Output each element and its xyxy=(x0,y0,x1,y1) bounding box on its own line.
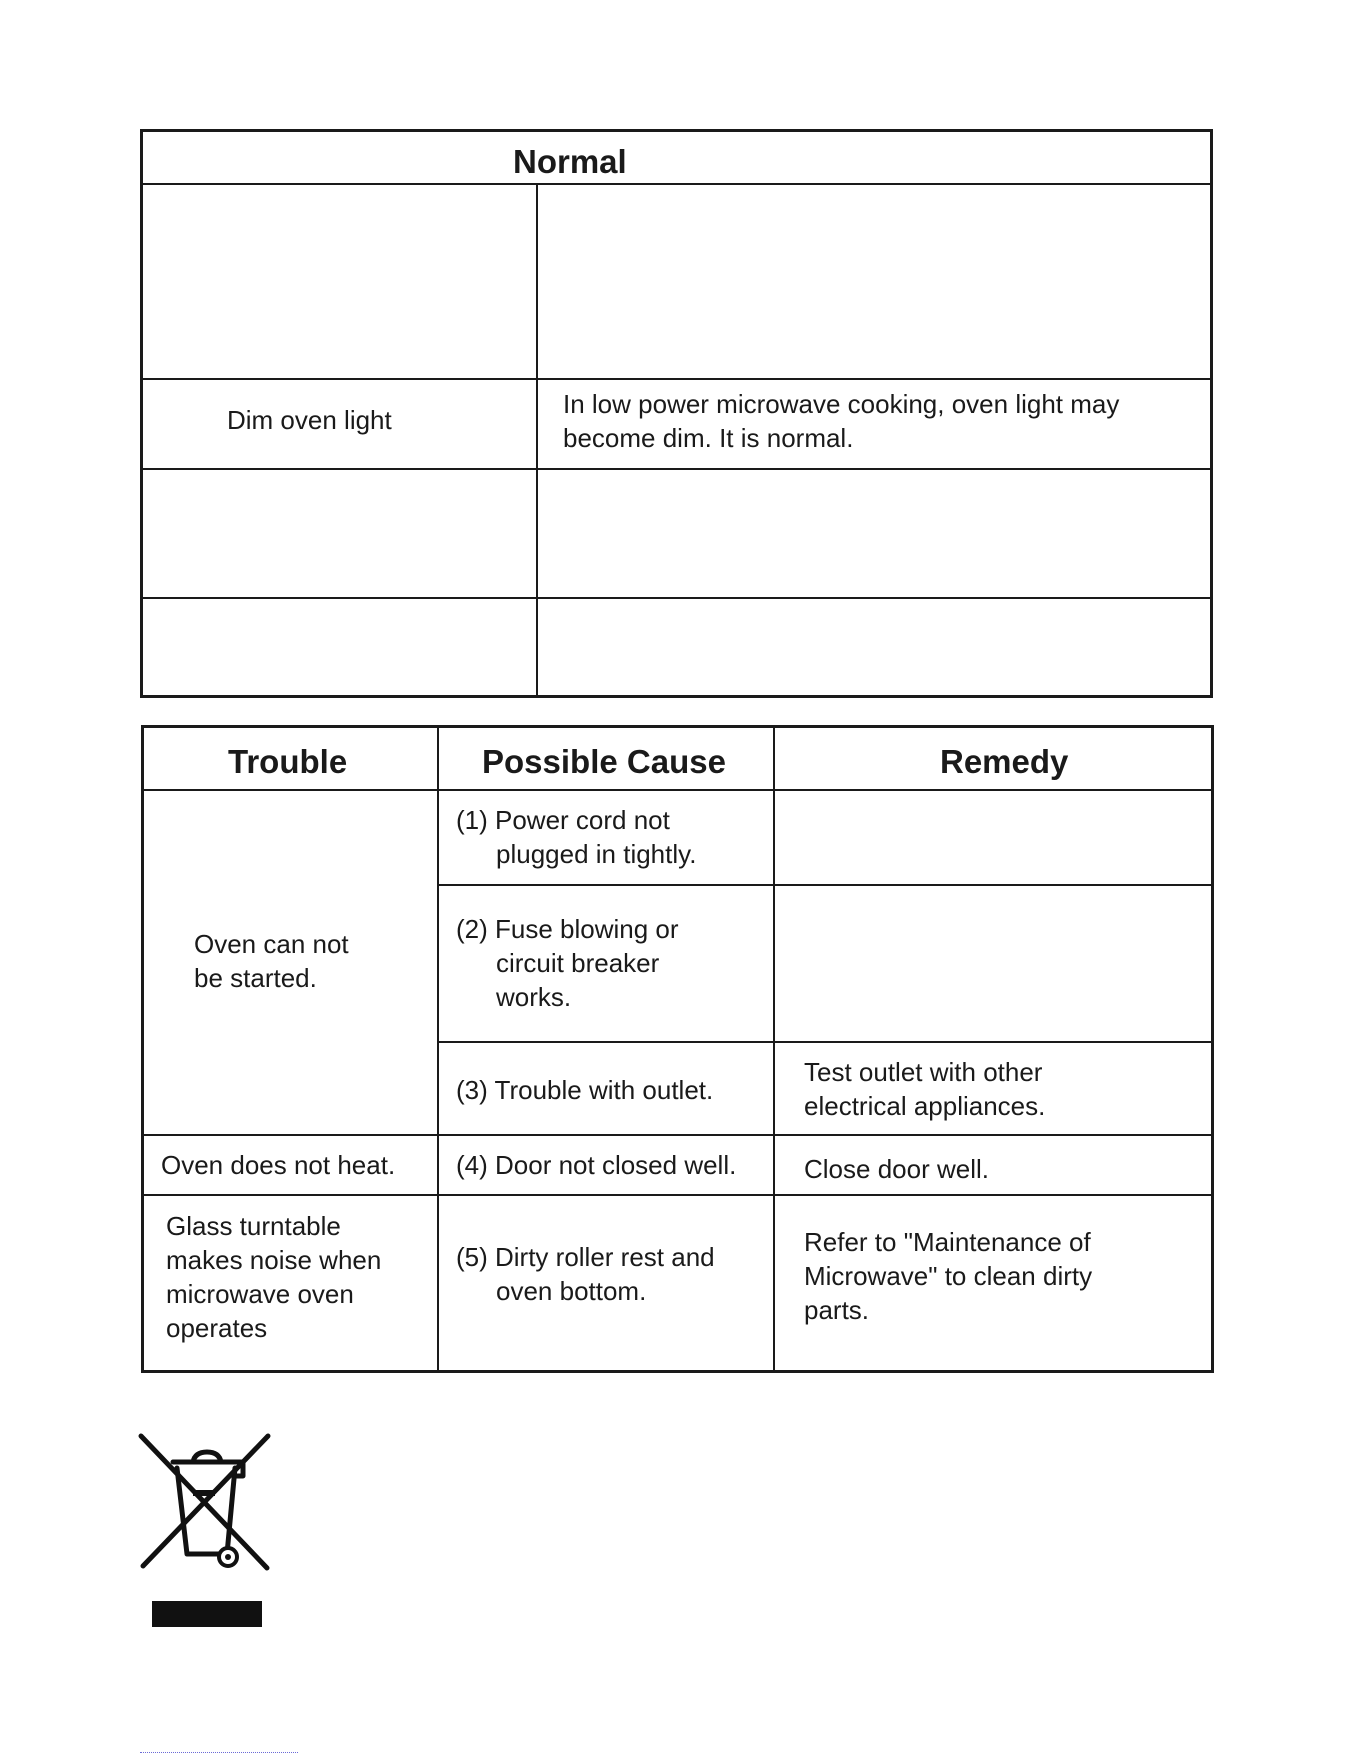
explanation-line: become dim. It is normal. xyxy=(563,423,854,453)
trouble-subrow-divider-2 xyxy=(437,1041,1211,1043)
trouble-column-divider-1 xyxy=(437,728,439,1370)
trouble-line: be started. xyxy=(194,963,317,993)
trouble-line: microwave oven xyxy=(166,1279,354,1309)
header-remedy: Remedy xyxy=(940,743,1069,780)
remedy-line: parts. xyxy=(804,1295,870,1325)
remedy-4 xyxy=(804,1152,989,1186)
bottom-dotted-line xyxy=(140,1752,298,1754)
trouble-header-divider xyxy=(144,789,1211,791)
remedy-line: Refer to "Maintenance of xyxy=(804,1227,1091,1257)
trouble-row-divider-1 xyxy=(144,1134,1211,1136)
trouble-line: operates xyxy=(166,1313,268,1343)
normal-column-divider xyxy=(536,183,538,695)
trouble-line: Glass turntable xyxy=(166,1211,341,1241)
remedy-line: Close door well. xyxy=(804,1154,989,1184)
normal-divider-4 xyxy=(143,597,1210,599)
normal-divider-1 xyxy=(143,183,1210,185)
cause-line: plugged in tightly. xyxy=(496,839,697,869)
header-trouble: Trouble xyxy=(228,743,348,780)
normal-table-header: Normal xyxy=(513,143,627,180)
remedy-line: Test outlet with other xyxy=(804,1057,1043,1087)
remedy-3 xyxy=(804,1055,1045,1123)
normal-condition-dim-oven-light: Dim oven light xyxy=(227,405,392,435)
trouble-oven-cannot-start xyxy=(194,927,349,995)
cause-1 xyxy=(456,803,696,871)
cause-line: (4) Door not closed well. xyxy=(456,1150,737,1180)
remedy-5 xyxy=(804,1225,1092,1327)
normal-divider-2 xyxy=(143,378,1210,380)
trouble-line: Oven does not heat. xyxy=(161,1150,396,1180)
normal-table xyxy=(140,129,1213,698)
remedy-line: Microwave" to clean dirty xyxy=(804,1261,1093,1291)
trouble-row-divider-2 xyxy=(144,1194,1211,1196)
trouble-line: makes noise when xyxy=(166,1245,382,1275)
trouble-oven-does-not-heat xyxy=(161,1148,395,1182)
trouble-line: Oven can not xyxy=(194,929,349,959)
weee-black-bar xyxy=(152,1601,262,1627)
cause-2 xyxy=(456,912,679,1014)
crossed-out-wheelie-bin-icon xyxy=(135,1432,275,1574)
cause-line: (2) Fuse blowing or xyxy=(456,914,679,944)
cause-line: (1) Power cord not xyxy=(456,805,670,835)
cause-5 xyxy=(456,1240,715,1308)
trouble-table xyxy=(141,725,1214,1373)
cause-line: works. xyxy=(496,982,572,1012)
header-possible-cause: Possible Cause xyxy=(482,743,726,780)
trouble-subrow-divider-1 xyxy=(437,884,1211,886)
cause-line: circuit breaker xyxy=(496,948,660,978)
normal-explanation-dim-oven-light xyxy=(563,387,1119,455)
cause-3 xyxy=(456,1073,713,1107)
explanation-line: In low power microwave cooking, oven light may xyxy=(563,389,1120,419)
remedy-line: electrical appliances. xyxy=(804,1091,1046,1121)
normal-divider-3 xyxy=(143,468,1210,470)
trouble-column-divider-2 xyxy=(773,728,775,1370)
cause-line: (3) Trouble with outlet. xyxy=(456,1075,714,1105)
trouble-glass-turntable-noise xyxy=(166,1209,381,1345)
cause-line: oven bottom. xyxy=(496,1276,647,1306)
cause-4 xyxy=(456,1148,736,1182)
cause-line: (5) Dirty roller rest and xyxy=(456,1242,715,1272)
